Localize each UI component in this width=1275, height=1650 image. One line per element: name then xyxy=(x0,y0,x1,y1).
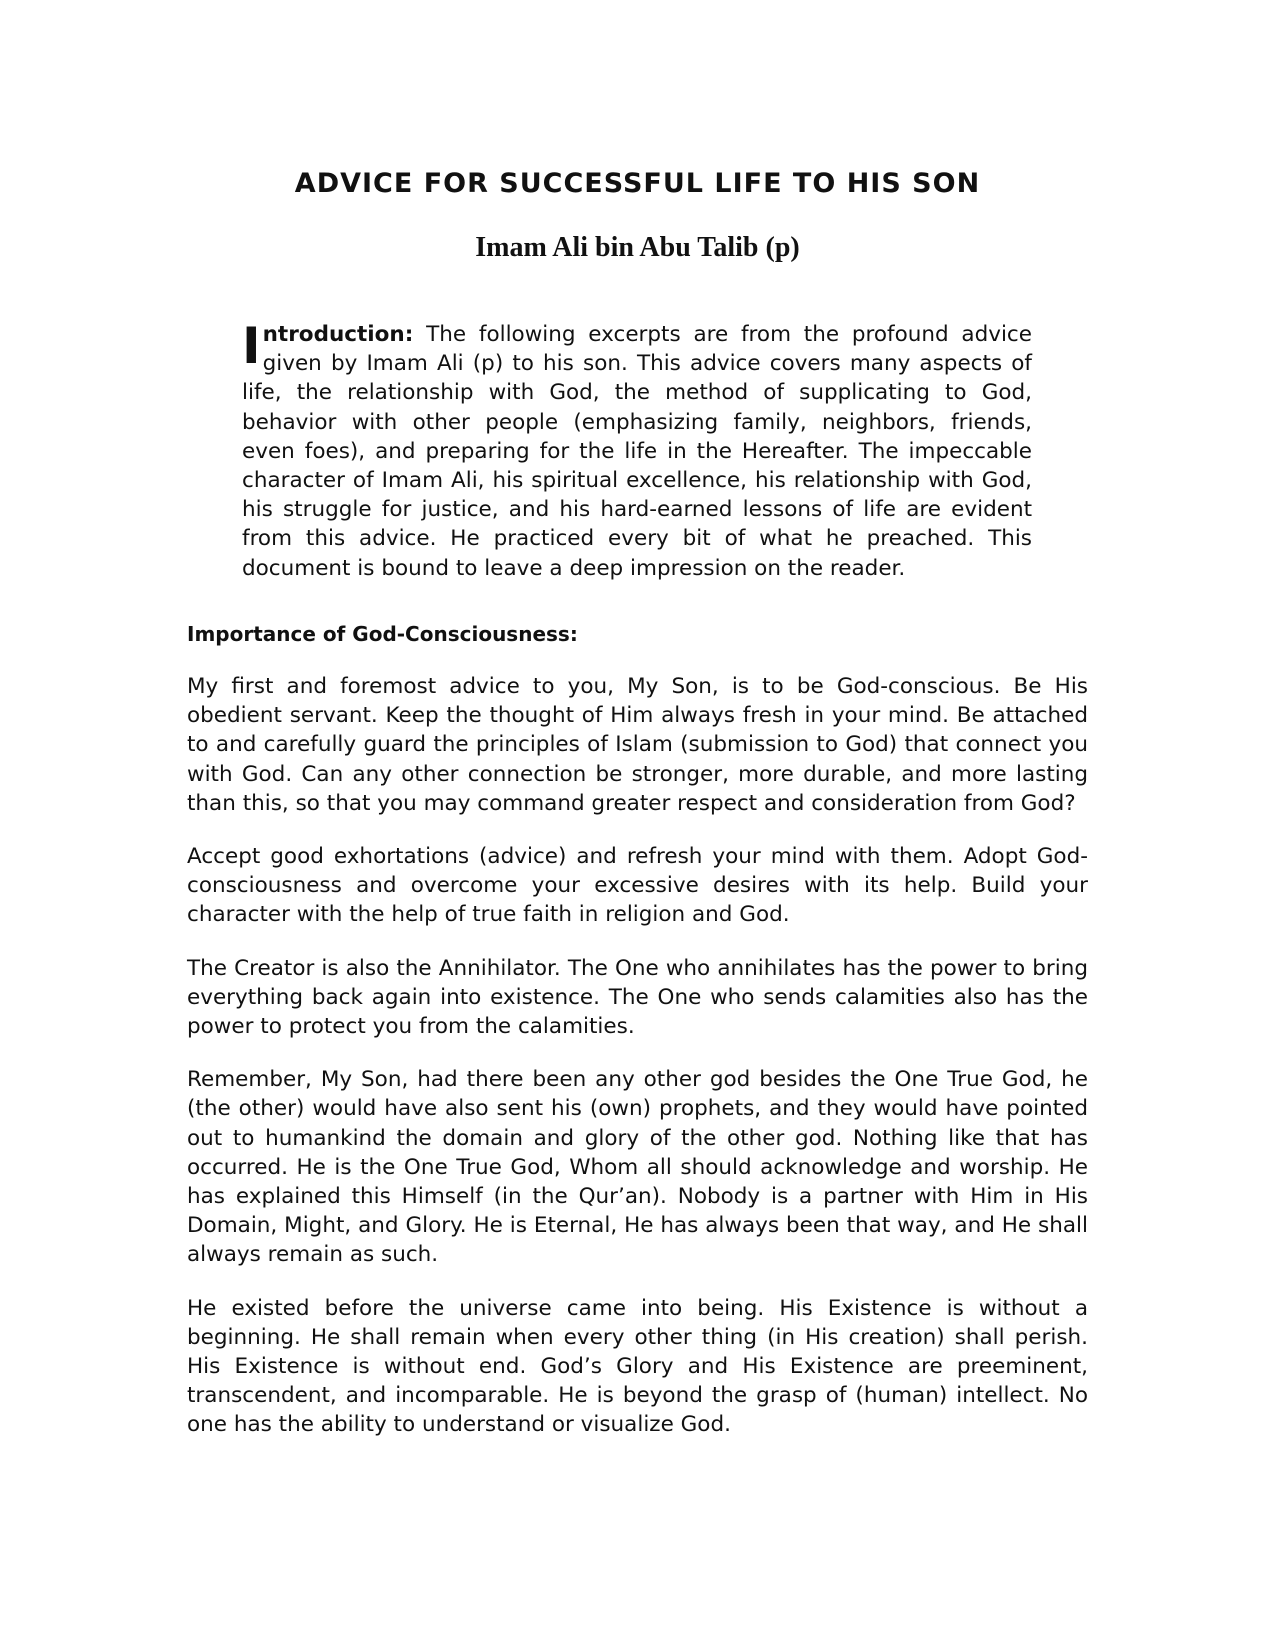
body-paragraph: Accept good exhortations (advice) and refresh your mind with them. Adopt God-consciousness and overcome your excessive desires with its help. Build your character with the help of true faith in religion and God. xyxy=(187,844,1088,928)
introduction-text: The following excerpts are from the profound advice given by Imam Ali (p) to his son. This advice covers many aspects of life, the relationship with God, the method of supplicating to God, behavior with other people (emphasizing family, neighbors, friends, even foes), and preparing for the life in the Hereafter. The impeccable character of Imam Ali, his spiritual excellence, his relationship with God, his struggle for justice, and his hard-earned lessons of life are evident from this advice. He practiced every bit of what he preached. This document is bound to leave a deep impression on the reader. xyxy=(242,322,1032,581)
document-title: ADVICE FOR SUCCESSFUL LIFE TO HIS SON xyxy=(294,168,981,199)
introduction-paragraph xyxy=(242,317,1032,583)
body-paragraph: He existed before the universe came into being. His Existence is without a beginning. He shall remain when every other thing (in His creation) shall perish. His Existence is without end. God’s Glory and His Existence are preeminent, transcendent, and incomparable. He is beyond the grasp of (human) intellect. No one has the ability to understand or visualize God. xyxy=(187,1295,1088,1438)
drop-cap: I xyxy=(242,317,261,375)
body-paragraph: My first and foremost advice to you, My Son, is to be God-conscious. Be His obedient servant. Keep the thought of Him always fresh in your mind. Be attached to and carefully guard the principles of Islam (submission to God) that connect you with God. Can any other connection be stronger, more durable, and more lasting than this, so that you may command greater respect and consideration from God? xyxy=(187,674,1088,816)
introduction-label: ntroduction: xyxy=(262,322,414,347)
body-paragraph: Remember, My Son, had there been any other god besides the One True God, he (the other) would have also sent his (own) prophets, and they would have pointed out to humankind the domain and glory of the other god. Nothing like that has occurred. He is the One True God, Whom all should acknowledge and worship. He has explained this Himself (in the Qur’an). Nobody is a partner with Him in His Domain, Might, and Glory. He is Eternal, He has always been that way, and He shall always remain as such. xyxy=(187,1067,1088,1268)
body-text xyxy=(187,672,1088,1464)
document-subtitle: Imam Ali bin Abu Talib (p) xyxy=(475,232,800,263)
section-heading: Importance of God-Consciousness: xyxy=(187,622,578,646)
body-paragraph: The Creator is also the Annihilator. The One who annihilates has the power to bring everything back again into existence. The One who sends calamities also has the power to protect you from the calamities. xyxy=(187,955,1088,1040)
